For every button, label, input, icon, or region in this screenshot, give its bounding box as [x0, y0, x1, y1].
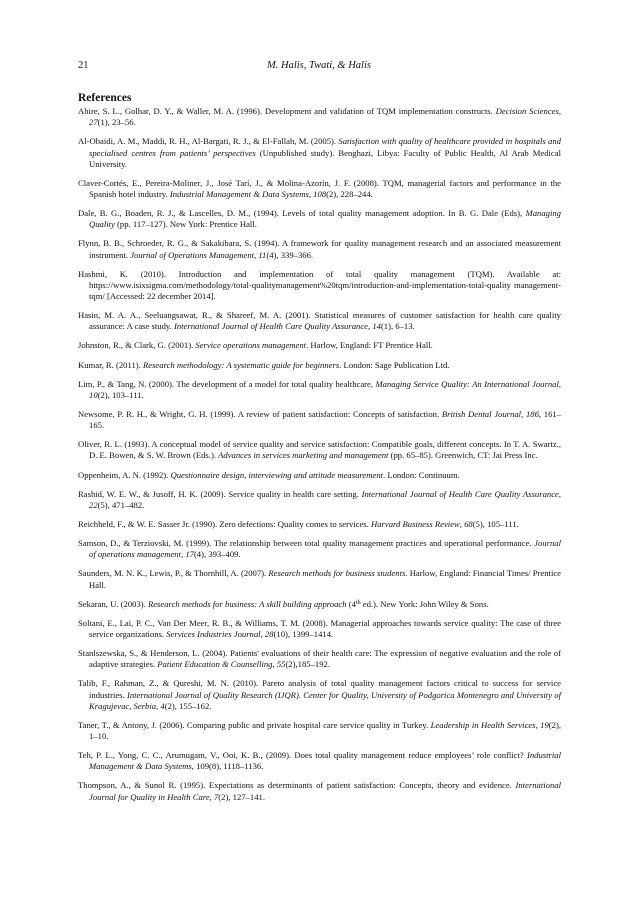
- reference-italic-text: Service operations management: [195, 340, 307, 351]
- reference-text: (2), 228–244.: [326, 189, 373, 199]
- reference-text: . London: Continuum.: [383, 469, 460, 480]
- reference-text: Samson, D., & Terziovski, M. (1999). The relationship between total quality management practices and operational performance.: [78, 538, 535, 549]
- reference-text: Teh, P. L., Yong, C. C., Arumugam, V., Ooi, K. B., (2009). Does total quality management reduce employees’ role conflict?: [78, 750, 527, 761]
- reference-text: ,: [558, 488, 562, 499]
- reference-text: ,: [558, 378, 561, 389]
- reference-text: Soltani, E., Lai, P. C., Van Der Meer, R. B., & Williams, T. M. (2008). Managerial approaches towards service quality: The case of three service organizations.: [78, 617, 561, 639]
- reference-italic-text: Research methodology: A systematic guide for beginners: [142, 359, 340, 370]
- reference-text: Saunders, M. N. K., Lewis, P., & Thornhill, A. (2007).: [78, 568, 269, 579]
- reference-italic-text: Journal of operations management: [89, 538, 561, 560]
- reference-italic-text: 22: [89, 499, 98, 510]
- reference-text: Flynn, B. B., Schroeder, R. G., & Sakakibara, S. (1994). A framework for quality management research and an associated measurement instrument.: [78, 238, 561, 260]
- reference-italic-text: 28: [264, 628, 274, 639]
- reference-italic-text: Industrial Management & Data Systems: [169, 189, 309, 199]
- reference-italic-text: 10: [89, 389, 98, 400]
- references-heading: References: [78, 92, 132, 104]
- reference-entry: [78, 678, 561, 712]
- reference-text: Oliver, R. L. (1993). A conceptual model of service quality and service satisfaction: Compatible goals, different concepts. In T. A. Swartz., D. E. Bowen, & S. W. Brown (Eds.).: [78, 439, 561, 461]
- reference-entry: [78, 409, 561, 431]
- reference-entry: [78, 360, 561, 371]
- reference-entry: [78, 208, 561, 230]
- reference-text: ,: [181, 549, 186, 560]
- reference-text: ,: [558, 106, 561, 116]
- reference-italic-text: 186: [525, 408, 539, 419]
- reference-italic-text: Decision Sciences: [495, 106, 559, 116]
- reference-entry: [78, 720, 561, 742]
- reference-text: ,: [260, 628, 265, 639]
- reference-text: Lim, P., & Tang, N. (2000). The development of a model for total quality healthcare,: [78, 378, 376, 389]
- reference-text: . Harlow, England: FT Prentice Hall.: [306, 340, 433, 351]
- reference-text: ,: [368, 321, 373, 332]
- reference-text: , 109(8), 1118–1136.: [191, 761, 264, 772]
- reference-text: (2),185–192.: [285, 659, 330, 670]
- reference-italic-text: Research methods for business: A skill building approach: [147, 598, 347, 609]
- reference-italic-text: International Journal of Health Care Quality Assurance: [173, 321, 368, 332]
- reference-text: Taner, T., & Antony, J. (2006). Comparing public and private hospital care service quality in Turkey.: [78, 719, 431, 730]
- reference-entry: [78, 269, 561, 303]
- reference-italic-text: International Journal of Health Care Quality Assurance: [361, 488, 559, 499]
- reference-italic-text: 55: [276, 659, 286, 670]
- reference-italic-text: International Journal for Quality in Health Care, 7: [89, 780, 561, 802]
- reference-italic-text: International Journal of Quality Research (IJQR). Center for Quality, University of Podgorica Montenegro and University of Kragujevac, Serbia: [89, 689, 561, 711]
- reference-entry: [78, 618, 561, 640]
- reference-entry: [78, 470, 561, 481]
- reference-italic-text: British Dental Journal: [441, 408, 522, 419]
- reference-text: (Unpublished study). Benghazi, Libya: Faculty of Public Health, Al Arab Medical University.: [89, 147, 561, 169]
- reference-italic-text: 11: [258, 249, 267, 260]
- reference-italic-text: Managing Service Quality: An International Journal: [375, 378, 559, 389]
- reference-entry: [78, 178, 561, 200]
- reference-italic-text: 19: [540, 719, 549, 730]
- reference-entry: [78, 106, 561, 128]
- reference-text: ,: [521, 408, 526, 419]
- reference-text: ,: [308, 189, 314, 199]
- reference-entry: [78, 379, 561, 401]
- reference-entry: [78, 136, 561, 170]
- reference-entry: [78, 519, 561, 530]
- reference-text: Reichheld, F., & W. E. Sasser Jr. (1990). Zero defections: Quality comes to services.: [78, 518, 371, 529]
- reference-entry: [78, 439, 561, 461]
- reference-list: [78, 106, 561, 811]
- reference-text: Oppenheim, A. N. (1992).: [78, 469, 171, 480]
- reference-italic-text: 108: [313, 189, 327, 199]
- reference-text: (pp. 65–85). Greenwich, CT: Jai Press Inc.: [388, 450, 538, 461]
- reference-text: ,: [254, 249, 259, 260]
- reference-text: Rashid, W. E. W., & Jusoff, H. K. (2009). Service quality in health care setting.: [78, 488, 362, 499]
- reference-entry: [78, 750, 561, 772]
- reference-text: ,: [459, 518, 465, 529]
- reference-entry: [78, 780, 561, 802]
- reference-entry: [78, 599, 561, 610]
- reference-italic-text: 27: [89, 117, 98, 128]
- reference-text: (10), 1399–1414.: [273, 628, 334, 639]
- reference-text: . Harlow, England: Financial Times/ Prentice Hall.: [89, 568, 561, 590]
- reference-italic-text: 14: [372, 321, 381, 332]
- reference-text: ,: [535, 719, 541, 730]
- reference-text: . London: Sage Publication Ltd.: [339, 359, 450, 370]
- reference-text: Sekaran, U. (2003).: [78, 598, 148, 609]
- reference-text: ,: [272, 659, 277, 670]
- reference-italic-text: Leadership in Health Services: [430, 719, 536, 730]
- reference-entry: [78, 238, 561, 260]
- reference-entry: [78, 648, 561, 670]
- reference-italic-text: Satisfaction with quality of healthcare provided in hospitals and specialised centres from patients’ perspectives: [89, 136, 561, 158]
- reference-text: (2), 103–111.: [97, 389, 144, 400]
- reference-entry: [78, 340, 561, 351]
- reference-italic-text: Industrial Management & Data Systems: [89, 750, 561, 772]
- reference-text: Al-Obaidi, A. M., Maddi, R. H., Al-Bargati, R. J., & El-Fallah, M. (2005).: [78, 136, 339, 147]
- reference-italic-text: 17: [185, 549, 194, 560]
- reference-text: (1), 23–56.: [97, 117, 136, 128]
- running-title: M. Halis, Twati, & Halis: [267, 60, 371, 71]
- reference-text: ,: [156, 700, 161, 711]
- reference-text: Ahire, S. L., Golhar, D. Y., & Waller, M. A. (1996). Development and validation of TQM implementation constructs.: [78, 106, 496, 116]
- reference-text: Claver-Cortés, E., Pereira-Moliner, J., José Tarí, J., & Molina-Azorín, J. F. (2008). TQM, managerial factors and performance in the Spanish hotel industry.: [78, 177, 561, 199]
- reference-text: ed.). New York: John Wiley & Sons.: [360, 598, 489, 609]
- page-header: [78, 60, 560, 76]
- reference-text: (5), 105–111.: [472, 518, 519, 529]
- reference-italic-text: Managing Quality: [89, 208, 561, 230]
- reference-text: (2), 155–162.: [164, 700, 212, 711]
- reference-text: Hasin, M. A. A., Seeluangsawat, R., & Shareef, M. A. (2001). Statistical measures of customer satisfaction for health care quality assurance: A case study.: [78, 310, 561, 332]
- reference-text: Stanlszewska, S., & Henderson, L. (2004). Patients' evaluations of their health care: The expression of negative evaluation and the role of adaptive strategies.: [78, 648, 561, 670]
- reference-text: Kumar, R. (2011).: [78, 359, 143, 370]
- reference-text: (4: [346, 598, 356, 609]
- reference-italic-text: Advances in services marketing and management: [218, 450, 389, 461]
- reference-italic-text: Services Industries Journal: [166, 628, 261, 639]
- reference-text: Talib, F., Rahman, Z., & Qureshi, M. N. (2010). Pareto analysis of total quality management factors critical to success for service industries.: [78, 678, 561, 700]
- reference-text: (2), 127–141.: [218, 791, 266, 802]
- reference-italic-text: 4: [160, 700, 165, 711]
- reference-entry: [78, 538, 561, 560]
- reference-entry: [78, 489, 561, 511]
- reference-italic-text: Harvard Business Review: [370, 518, 460, 529]
- reference-italic-text: Research methods for business students: [268, 568, 406, 579]
- reference-text: (pp. 117–127). New York: Prentice Hall.: [114, 219, 257, 230]
- reference-italic-text: 68: [464, 518, 473, 529]
- reference-text: (4), 393–409.: [193, 549, 241, 560]
- reference-text: , 161–165.: [89, 408, 561, 431]
- reference-text: (5), 471–482.: [97, 499, 145, 510]
- reference-entry: [78, 568, 561, 590]
- reference-entry: [78, 310, 561, 332]
- reference-text: Johnston, R., & Clark, G. (2001).: [78, 340, 196, 351]
- reference-text: (4), 339–366.: [266, 249, 314, 260]
- reference-italic-text: Patient Education & Counselling: [157, 659, 273, 670]
- reference-text: th: [355, 599, 361, 606]
- reference-text: Thompson, A., & Sunol R. (1995). Expectations as determinants of patient satisfaction: Concepts, theory and evidence.: [78, 780, 516, 791]
- reference-italic-text: Journal of Operations Management: [130, 249, 255, 260]
- reference-text: Dale, B. G., Boaden, R. J., & Lascelles, D. M., (1994). Levels of total quality management adoption. In B. G. Dale (Eds),: [78, 208, 526, 219]
- reference-italic-text: Questionnaire design, interviewing and attitude measurement: [170, 469, 384, 480]
- page-number: 21: [78, 60, 89, 71]
- reference-text: Newsome, P. R. H., & Wright, G. H. (1999). A review of patient satisfaction: Concepts of satisfaction.: [78, 408, 442, 419]
- reference-text: Hashmi, K. (2010). Introduction and implementation of total quality management (TQM). Available at: https://www.isixsigma.com/methodology/total-qualitymanagement%20tqm/introduction-and-implementation-total-quality management-tqm/ [Accessed: 22 december 2014].: [78, 268, 561, 302]
- reference-text: (1), 6–13.: [380, 321, 415, 332]
- reference-text: (2), 1–10.: [89, 719, 562, 742]
